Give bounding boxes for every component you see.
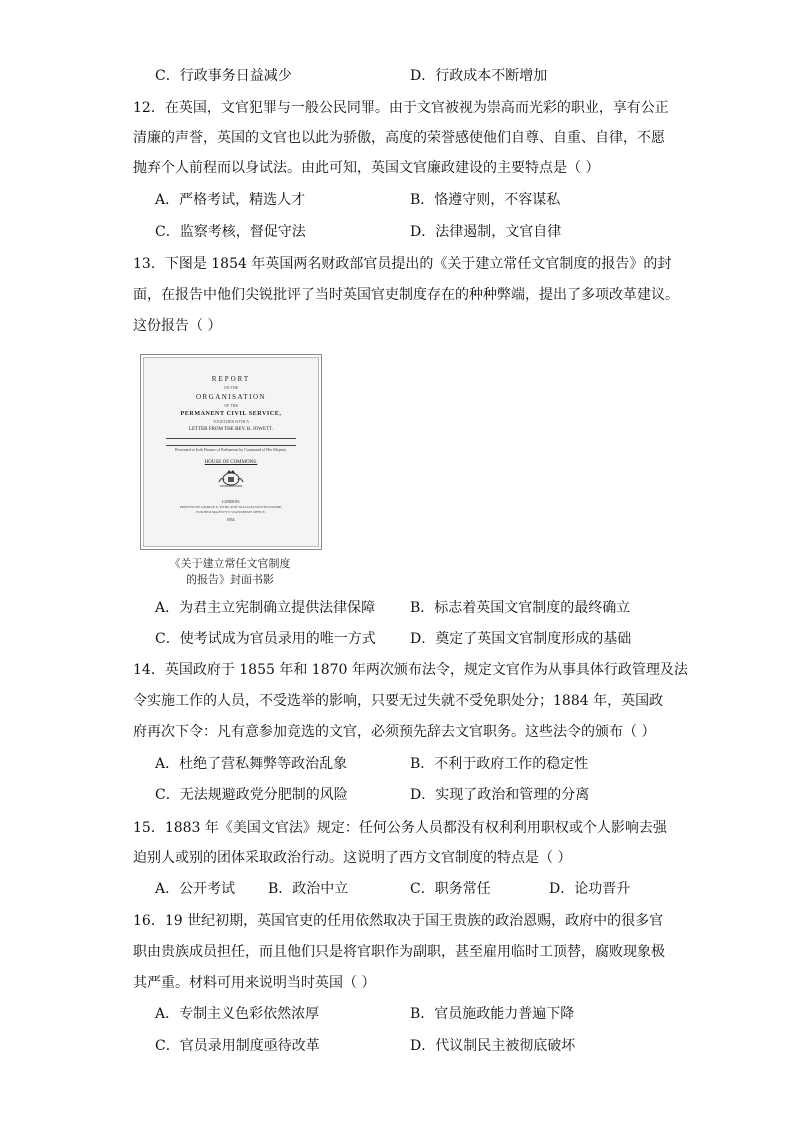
q12-stem-line-1: 12．在英国，文官犯罪与一般公民同罪。由于文官被视为崇高而光彩的职业，享有公正 bbox=[133, 100, 669, 116]
q13-option-a[interactable]: A．为君主立宪制确立提供法律保障 bbox=[155, 600, 376, 616]
cover-text: PERMANENT CIVIL SERVICE, bbox=[180, 411, 282, 417]
q12-stem-line-3: 抛弃个人前程而以身试法。由此可知，英国文官廉政建设的主要特点是（ ） bbox=[133, 160, 600, 176]
q14-option-c[interactable]: C．无法规避政党分肥制的风险 bbox=[155, 787, 348, 803]
cover-text: LONDON: bbox=[222, 499, 240, 504]
q14-stem-line-1: 14．英国政府于 1855 年和 1870 年两次颁布法令，规定文官作为从事具体行政管理及法 bbox=[133, 662, 688, 678]
q12-option-b[interactable]: B．恪遵守则，不容谋私 bbox=[410, 192, 561, 208]
q16-stem-line-3: 其严重。材料可用来说明当时英国（ ） bbox=[133, 975, 376, 991]
cover-text: Presented to both Houses of Parliament by Command of Her Majesty. bbox=[175, 447, 287, 452]
report-cover-image bbox=[140, 354, 322, 550]
cover-text: FOR HER MAJESTY'S STATIONERY OFFICE. bbox=[196, 510, 266, 514]
q13-option-b[interactable]: B．标志着英国文官制度的最终确立 bbox=[410, 600, 631, 616]
q16-option-a[interactable]: A．专制主义色彩依然浓厚 bbox=[155, 1006, 320, 1022]
q15-option-a[interactable]: A．公开考试 bbox=[155, 881, 236, 897]
cover-text: HOUSE OF COMMONS. bbox=[204, 460, 258, 465]
q16-stem-line-1: 16．19 世纪初期，英国官吏的任用依然取决于国王贵族的政治恩赐，政府中的很多官 bbox=[133, 913, 664, 929]
q11-option-d[interactable]: D．行政成本不断增加 bbox=[410, 68, 548, 84]
q16-option-d[interactable]: D．代议制民主被彻底破坏 bbox=[410, 1038, 576, 1054]
q12-option-a[interactable]: A．严格考试，精选人才 bbox=[155, 192, 306, 208]
q12-stem-line-2: 清廉的声誉，英国的文官也以此为骄傲，高度的荣誉感使他们自尊、自重、自律，不愿 bbox=[133, 130, 665, 146]
q13-option-c[interactable]: C．使考试成为官员录用的唯一方式 bbox=[155, 631, 376, 647]
q15-stem-line-2: 迫别人或别的团体采取政治行动。这说明了西方文官制度的特点是（ ） bbox=[133, 850, 572, 866]
cover-text: ON THE bbox=[223, 385, 239, 390]
q15-option-b[interactable]: B．政治中立 bbox=[268, 881, 349, 897]
cover-text: TOGETHER WITH A bbox=[212, 419, 250, 424]
q14-stem-line-3: 府再次下令：凡有意参加竞选的文官，必须预先辞去文官职务。这些法令的颁布（ ） bbox=[133, 724, 656, 740]
q16-stem-line-2: 职由贵族成员担任，而且他们只是将官职作为副职，甚至雇用临时工顶替，腐败现象极 bbox=[133, 944, 665, 960]
q14-option-d[interactable]: D．实现了政治和管理的分离 bbox=[410, 787, 590, 803]
q13-stem-line-2: 面，在报告中他们尖锐批评了当时英国官吏制度存在的种种弊端，提出了多项改革建议。 bbox=[133, 287, 679, 303]
cover-title: REPORT bbox=[211, 375, 251, 383]
cover-text: OF THE bbox=[224, 403, 238, 408]
q16-option-c[interactable]: C．官员录用制度亟待改革 bbox=[155, 1038, 320, 1054]
q15-option-c[interactable]: C．职务常任 bbox=[410, 881, 491, 897]
cover-text: ORGANISATION bbox=[195, 393, 267, 401]
q11-option-c[interactable]: C．行政事务日益减少 bbox=[155, 68, 292, 84]
q13-stem-line-3: 这份报告（ ） bbox=[133, 318, 222, 334]
q14-option-a[interactable]: A．杜绝了营私舞弊等政治乱象 bbox=[155, 756, 348, 772]
figure-caption-line-2: 的报告》封面书影 bbox=[186, 573, 274, 586]
cover-rule bbox=[166, 438, 296, 446]
q15-stem-line-1: 15．1883 年《美国文官法》规定：任何公务人员都没有权利利用职权或个人影响去强 bbox=[133, 820, 667, 836]
q16-option-b[interactable]: B．官员施政能力普遍下降 bbox=[410, 1006, 575, 1022]
q13-option-d[interactable]: D．奠定了英国文官制度形成的基础 bbox=[410, 631, 632, 647]
q15-option-d[interactable]: D．论功晋升 bbox=[549, 881, 631, 897]
cover-text: PRINTED BY GEORGE E. EYRE AND WILLIAM SPOTTISWOODE, bbox=[179, 505, 283, 509]
q14-stem-line-2: 令实施工作的人员，不受选举的影响，只要无过失就不受免职处分；1884 年，英国政 bbox=[133, 693, 664, 709]
figure-caption-line-1: 《关于建立常任文官制度 bbox=[169, 557, 291, 570]
q13-stem-line-1: 13．下图是 1854 年英国两名财政部官员提出的《关于建立常任文官制度的报告》的封 bbox=[133, 256, 672, 272]
q12-option-d[interactable]: D．法律遏制，文官自律 bbox=[410, 224, 562, 240]
q14-option-b[interactable]: B．不利于政府工作的稳定性 bbox=[410, 756, 589, 772]
royal-crest-icon bbox=[216, 468, 246, 488]
q12-option-c[interactable]: C．监察考核，督促守法 bbox=[155, 224, 306, 240]
cover-text: LETTER FROM THE REV. B. JOWETT. bbox=[188, 427, 274, 432]
cover-year: 1854. bbox=[226, 517, 236, 522]
